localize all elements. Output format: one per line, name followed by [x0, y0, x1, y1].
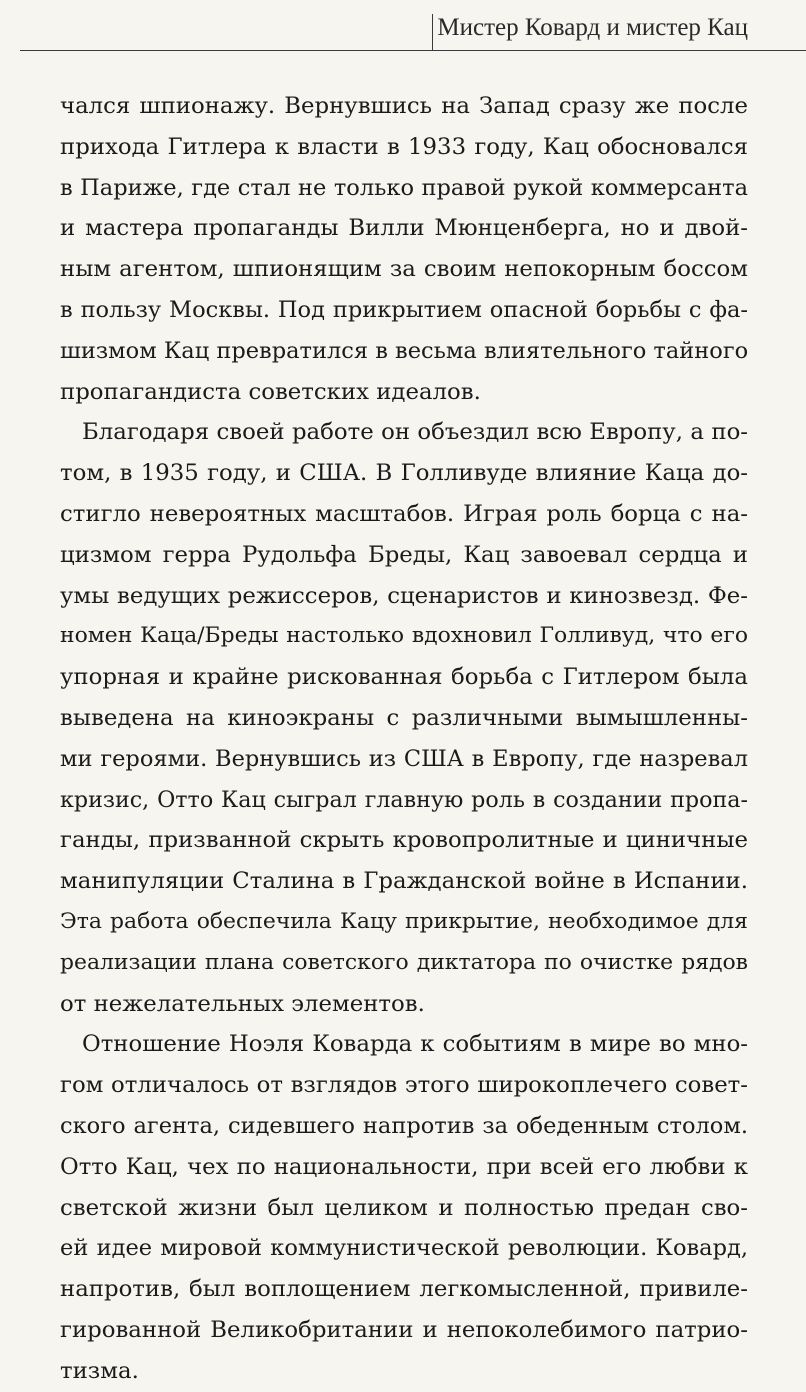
text-line: Эта работа обеспечила Кацу прикрытие, необходимое для: [60, 908, 748, 934]
text-line: чался шпионажу. Вернувшись на Запад сразу же после: [60, 93, 748, 119]
text-line: в пользу Москвы. Под прикрытием опасной борьбы с фа-: [60, 296, 748, 323]
text-line: тизма.: [60, 1357, 139, 1384]
text-line: том, в 1935 году, и США. В Голливуде влияние Каца до-: [60, 460, 748, 487]
text-line: и мастера пропаганды Вилли Мюнценберга, но и двой-: [60, 215, 748, 242]
text-line: ми героями. Вернувшись из США в Европу, где назревал: [60, 745, 748, 772]
header-divider-tick: [432, 14, 433, 50]
text-line: номен Каца/Бреды настолько вдохновил Голливуд, что его: [60, 623, 748, 649]
header-rule: [20, 50, 806, 51]
text-line: напротив, был воплощением легкомысленной, привиле-: [60, 1276, 748, 1303]
text-line: Отто Кац, чех по национальности, при всей его любви к: [60, 1153, 748, 1180]
running-header: [0, 0, 806, 64]
text-line: упорная и крайне рискованная борьба с Гитлером была: [60, 664, 748, 691]
text-line: прихода Гитлера к власти в 1933 году, Кац обосновался: [60, 133, 748, 160]
text-line: от нежелательных элементов.: [60, 990, 425, 1017]
text-line: гом отличалось от взглядов этого широкоплечего совет-: [60, 1072, 748, 1099]
text-line: реализации плана советского диктатора по очистке рядов: [60, 949, 748, 975]
text-line: пропагандиста советских идеалов.: [60, 378, 481, 405]
text-line: умы ведущих режиссеров, сценаристов и кинозвезд. Фе-: [60, 582, 748, 609]
text-line: ского агента, сидевшего напротив за обеденным столом.: [60, 1112, 748, 1139]
text-line: Отношение Ноэля Коварда к событиям в мире во мно-: [82, 1031, 748, 1058]
text-line: выведена на киноэкраны с различными вымышленны-: [60, 704, 748, 731]
page-body-text: [60, 86, 748, 1392]
text-line: ным агентом, шпионящим за своим непокорным боссом: [60, 256, 748, 283]
text-line: в Париже, где стал не только правой рукой коммерсанта: [60, 174, 748, 201]
text-line: кризис, Отто Кац сыграл главную роль в создании пропа-: [60, 786, 748, 813]
text-line: ганды, призванной скрыть кровопролитные и циничные: [60, 827, 748, 854]
text-line: стигло невероятных масштабов. Играя роль борца с на-: [60, 500, 748, 527]
text-line: цизмом герра Рудольфа Бреды, Кац завоевал сердца и: [60, 541, 748, 568]
text-line: ей идее мировой коммунистической революции. Ковард,: [60, 1235, 748, 1262]
text-line: манипуляции Сталина в Гражданской войне в Испании.: [60, 868, 748, 895]
text-line: светской жизни был целиком и полностью предан сво-: [60, 1194, 748, 1221]
text-line: гированной Великобритании и непоколебимого патрио-: [60, 1316, 748, 1343]
text-line: шизмом Кац превратился в весьма влиятельного тайного: [60, 337, 749, 364]
running-header-title: Мистер Ковард и мистер Кац: [437, 14, 748, 41]
text-line: Благодаря своей работе он объездил всю Европу, а по-: [82, 419, 748, 446]
